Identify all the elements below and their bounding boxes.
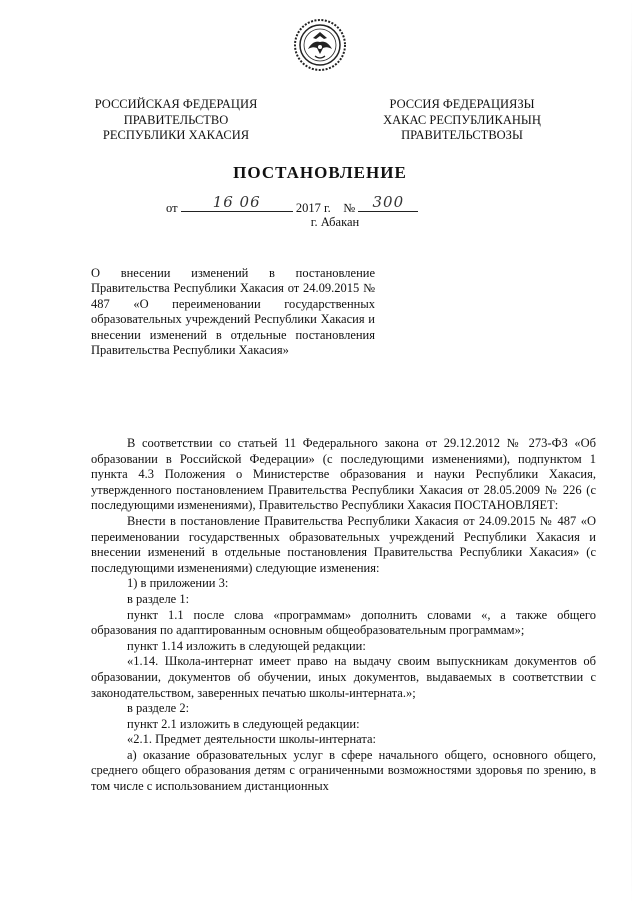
body-paragraph: пункт 1.14 изложить в следующей редакции: [127, 638, 366, 653]
date-prefix: от [166, 201, 178, 215]
body-paragraph: 1) в приложении 3: [127, 576, 229, 591]
header-right-line-2: ХАКАС РЕСПУБЛИКАНЫҢ [383, 112, 541, 127]
header-right-line-3: ПРАВИТЕЛЬСТВОЗЫ [401, 128, 523, 142]
header-left [66, 97, 286, 144]
date-year: 2017 г. [295, 201, 331, 215]
header-left-line-2: ПРАВИТЕЛЬСТВО [123, 112, 229, 127]
number-sign: № [343, 201, 356, 215]
date-line [166, 193, 418, 216]
header-left-line-3: РЕСПУБЛИКИ ХАКАСИЯ [102, 128, 250, 142]
body-paragraph: В соответствии со статьей 11 Федерального закона от 29.12.2012 № 273-ФЗ «Об образовании в Российской Федерации» (с последующими изменениями), подпунктом 1 пункта 4.3 Положения о Министерстве образования и науки Республики Хакасия, утвержденного постановлением Правительства Республики Хакасия от 28.05.2009 № 226 (с последующими изменениями), Правительство Республики Хакасия ПОСТАНОВЛЯЕТ: [91, 436, 596, 513]
document-body [91, 436, 596, 795]
document-subject [91, 266, 375, 358]
body-paragraph: «1.14. Школа-интернат имеет право на выдачу своим выпускникам документов об образовании, документов об обучении, иных документов, выдаваемых в соответствии с законодательством, заверенных печатью школы-интерната.»; [91, 654, 596, 700]
header-right-line-1: РОССИЯ ФЕДЕРАЦИЯЗЫ [389, 97, 535, 111]
body-paragraph: в разделе 1: [127, 591, 190, 606]
body-paragraph: Внести в постановление Правительства Республики Хакасия от 24.09.2015 № 487 «О переименовании государственных образовательных учреждений Республики Хакасия и внесении изменений в отдельные постановления Правительства Республики Хакасия» (с последующими изменениями) следующие изменения: [91, 513, 596, 575]
scan-edge [631, 0, 632, 905]
number-blank [358, 193, 418, 212]
date-handwritten: 16 06 [212, 193, 261, 211]
subject-text: О внесении изменений в постановление Правительства Республики Хакасия от 24.09.2015 № 487 «О переименовании государственных образовательных учреждений Республики Хакасия и внесении изменений в отдельные постановления Правительства Республики Хакасия» [91, 266, 375, 358]
document-city: г. Абакан [310, 215, 360, 229]
body-paragraph: пункт 1.1 после слова «программам» дополнить словами «, а также общего образования по адаптированным основным общеобразовательным программам»; [91, 607, 596, 638]
number-handwritten: 300 [372, 193, 405, 211]
body-paragraph: а) оказание образовательных услуг в сфере начального общего, основного общего, среднего общего образования детям с ограниченными возможностями здоровья по зрению, в том числе с использованием дистанционных [91, 747, 596, 794]
coat-of-arms-icon [293, 18, 347, 72]
document-title: ПОСТАНОВЛЕНИЕ [233, 163, 407, 182]
header-right [352, 97, 572, 144]
header-left-line-1: РОССИЙСКАЯ ФЕДЕРАЦИЯ [94, 97, 258, 111]
date-blank [181, 193, 293, 212]
body-paragraph: «2.1. Предмет деятельности школы-интерната: [127, 732, 377, 747]
body-paragraph: пункт 2.1 изложить в следующей редакции: [127, 716, 360, 731]
body-paragraph: в разделе 2: [127, 701, 190, 716]
